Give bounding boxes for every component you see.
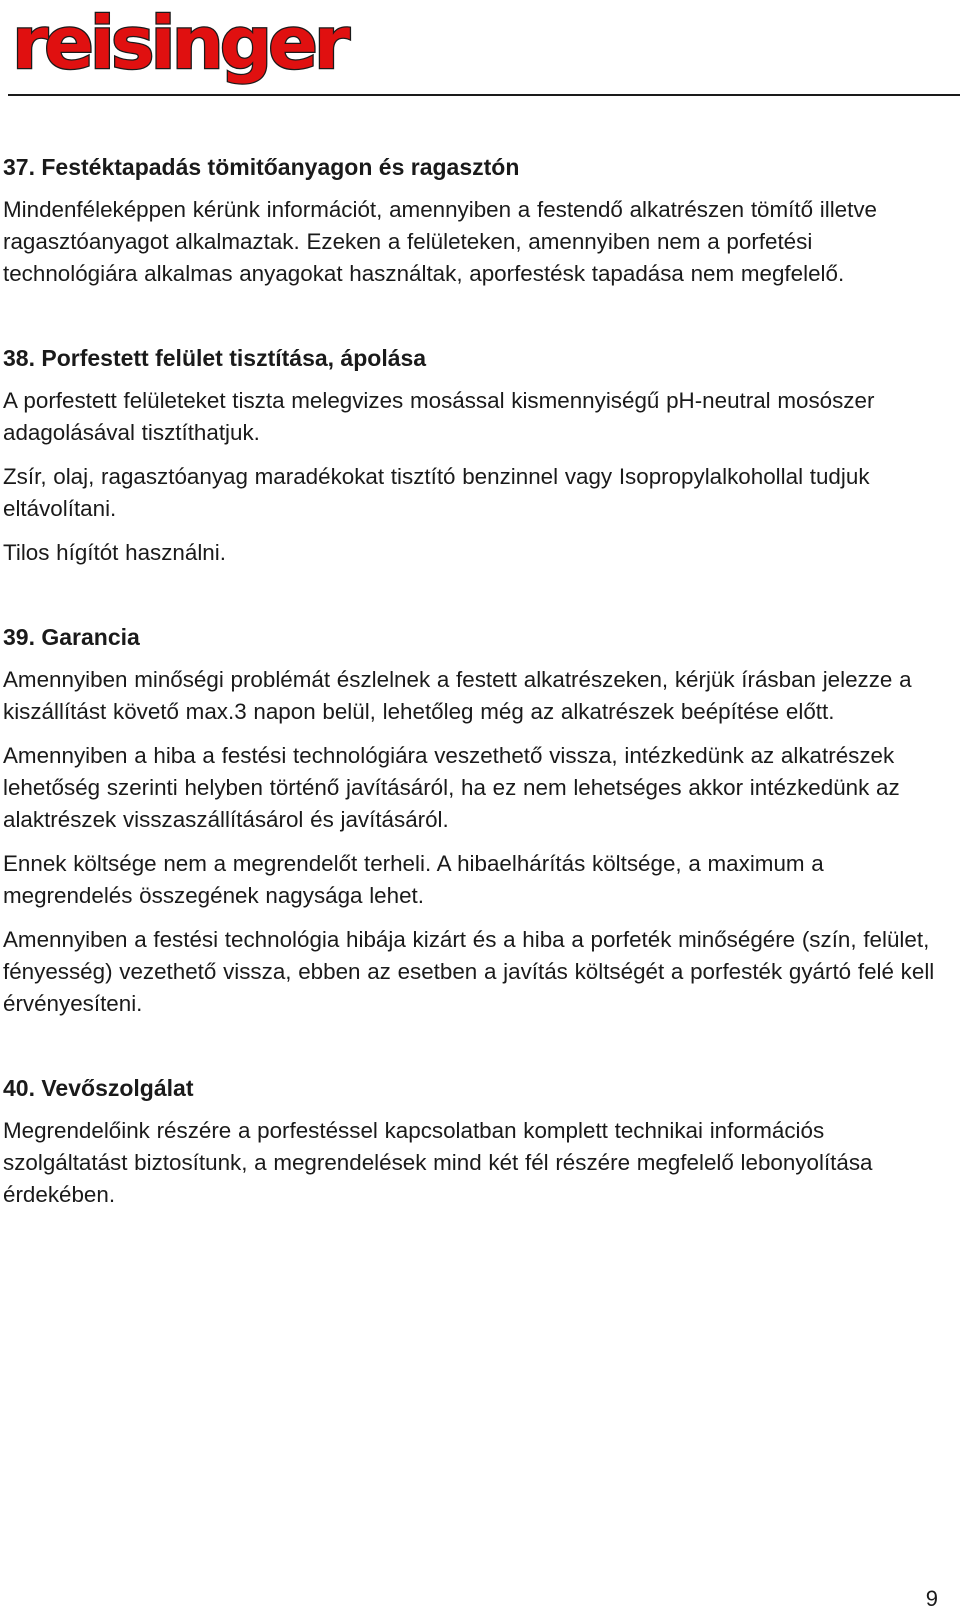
section-heading: 38. Porfestett felület tisztítása, ápolása	[3, 345, 427, 371]
paragraph: Ennek költsége nem a megrendelőt terheli. A hibaelhárítás költsége, a maximum a megrendelés összegének nagysága lehet.	[3, 851, 824, 908]
section-heading: 39. Garancia	[3, 624, 140, 650]
paragraph: Amennyiben minőségi problémát észlelnek a festett alkatrészeken, kérjük írásban jelezze a kiszállítást követő max.3 napon belül, lehetőleg még az alkatrészek beépítése előtt.	[3, 667, 912, 724]
paragraph: Mindenféleképpen kérünk információt, amennyiben a festendő alkatrészen tömítő illetve ragasztóanyagot alkalmaztak. Ezeken a felületeken, amennyiben nem a porfetési technológiára alkalmas anyagokat használtak, aporfestésk tapadása nem megfelelő.	[3, 197, 877, 286]
paragraph: Megrendelőink részére a porfestéssel kapcsolatban komplett technikai információs szolgáltatást biztosítunk, a megrendelések mind két fél részére megfelelő lebonyolítása érdekében.	[3, 1118, 873, 1207]
section-39	[3, 621, 953, 1020]
section-37	[3, 151, 953, 290]
paragraph: Zsír, olaj, ragasztóanyag maradékokat tisztító benzinnel vagy Isopropylalkohollal tudjuk eltávolítani.	[3, 464, 870, 521]
section-40	[3, 1072, 953, 1211]
header-divider	[8, 94, 960, 96]
section-38	[3, 342, 953, 569]
paragraph: Amennyiben a festési technológia hibája kizárt és a hiba a porfeték minőségére (szín, felület, fényesség) vezethető vissza, ebben az esetben a javítás költségét a porfesték gyártó felé kell érvényesíteni.	[3, 927, 935, 1016]
paragraph: Amennyiben a hiba a festési technológiára veszethető vissza, intézkedünk az alkatrészek lehetőség szerinti helyben történő javításáról, ha ez nem lehetséges akkor intézkedünk az alaktrészek visszaszállításárol és javításáról.	[3, 743, 900, 832]
page-number: 9	[925, 1586, 938, 1611]
svg-text:reisinger: reisinger	[12, 2, 351, 85]
document-body	[3, 151, 953, 1263]
section-heading: 40. Vevőszolgálat	[3, 1075, 194, 1101]
paragraph: Tilos hígítót használni.	[3, 540, 226, 565]
section-heading: 37. Festéktapadás tömitőanyagon és ragasztón	[3, 154, 520, 180]
paragraph: A porfestett felületeket tiszta melegvizes mosással kismennyiségű pH-neutral mosószer adagolásával tisztíthatjuk.	[3, 388, 875, 445]
page-header	[0, 0, 960, 100]
reisinger-logo	[8, 2, 354, 90]
